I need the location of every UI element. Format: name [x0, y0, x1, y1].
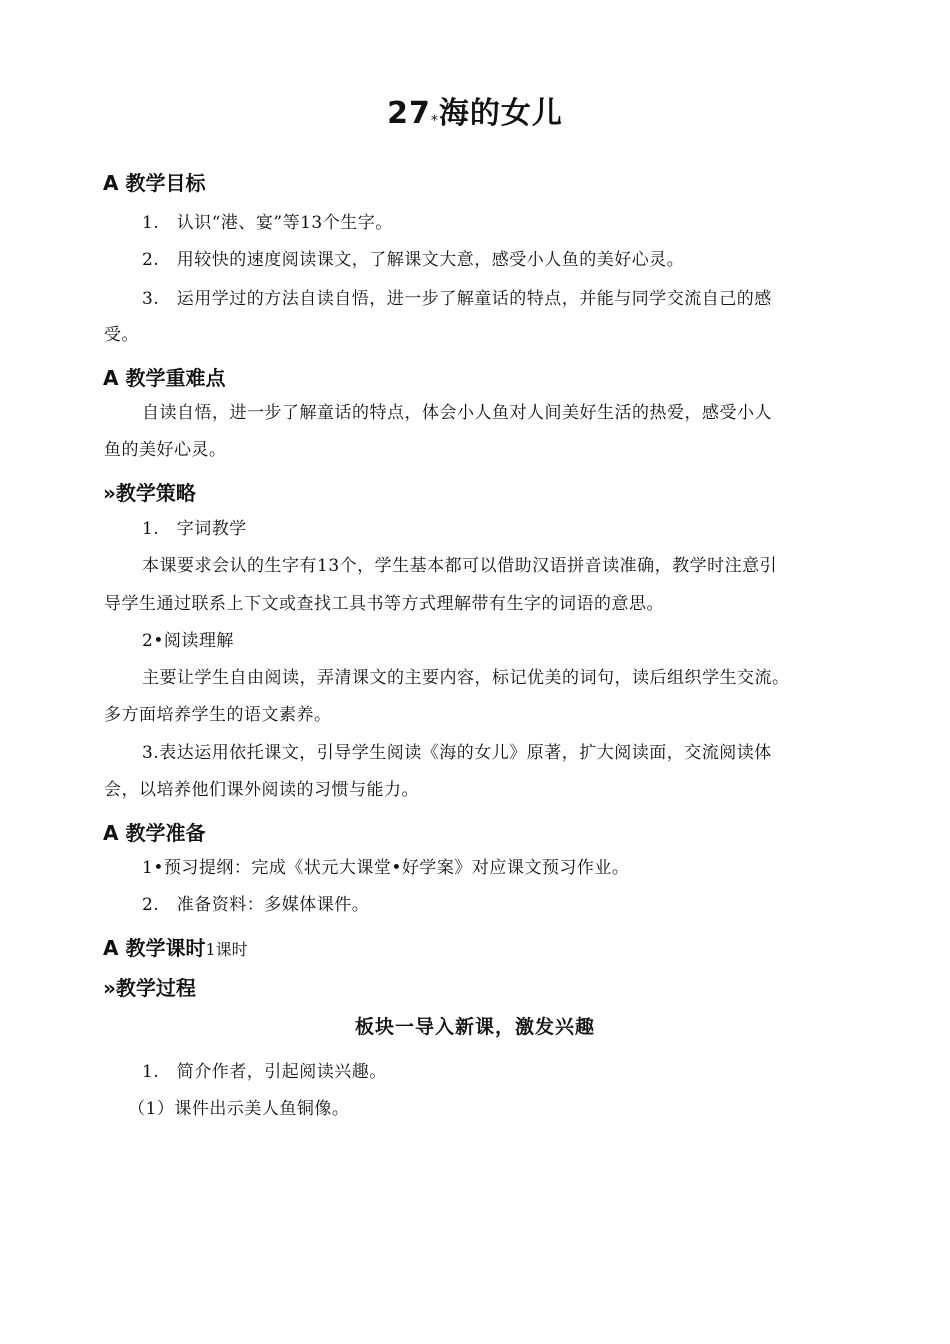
- process-item-1-sub-1: （1）课件出示美人鱼铜像。: [128, 1099, 350, 1119]
- strategy-1-title: 1. 字词教学: [142, 519, 247, 539]
- process-item-1: 1. 简介作者，引起阅读兴趣。: [142, 1062, 387, 1082]
- strategy-2-line-2: 多方面培养学生的语文素养。: [104, 705, 332, 725]
- title-text: 海的女儿: [438, 96, 563, 131]
- strategy-1-line-1: 本课要求会认的生字有13个，学生基本都可以借助汉语拼音读准确，教学时注意引: [142, 556, 778, 576]
- heading-process: »教学过程: [103, 976, 196, 1000]
- key-points-line-2: 鱼的美好心灵。: [104, 440, 227, 460]
- heading-strategy: »教学策略: [103, 481, 196, 505]
- strategy-2-line-1: 主要让学生自由阅读，弄清课文的主要内容，标记优美的词句，读后组织学生交流。: [142, 668, 790, 688]
- goal-item-3-line-2: 受。: [104, 325, 139, 345]
- goal-item-3-line-1: 3. 运用学过的方法自读自悟，进一步了解童话的特点，并能与同学交流自己的感: [142, 289, 772, 309]
- strategy-3-line-2: 会，以培养他们课外阅读的习惯与能力。: [104, 780, 419, 800]
- page-title: [0, 88, 950, 132]
- class-hours-label: A 教学课时: [103, 936, 206, 960]
- heading-preparation: A 教学准备: [103, 821, 206, 845]
- class-hours-value: 1课时: [205, 940, 248, 959]
- prep-item-1: 1•预习提纲：完成《状元大课堂•好学案》对应课文预习作业。: [142, 858, 630, 878]
- goal-item-1: 1. 认识“港、宴”等13个生字。: [142, 213, 393, 233]
- key-points-line-1: 自读自悟，进一步了解童话的特点，体会小人鱼对人间美好生活的热爱，感受小人: [142, 403, 772, 423]
- goal-item-2: 2. 用较快的速度阅读课文，了解课文大意，感受小人鱼的美好心灵。: [142, 250, 685, 270]
- prep-item-2: 2. 准备资料：多媒体课件。: [142, 895, 370, 915]
- strategy-1-line-2: 导学生通过联系上下文或查找工具书等方式理解带有生字的词语的意思。: [104, 594, 664, 614]
- heading-key-points: A 教学重难点: [103, 366, 226, 390]
- title-star: *: [430, 113, 439, 129]
- heading-teaching-goals: A 教学目标: [103, 171, 206, 195]
- heading-class-hours: [103, 932, 248, 961]
- strategy-3-line-1: 3.表达运用依托课文，引导学生阅读《海的女儿》原著，扩大阅读面，交流阅读体: [142, 743, 772, 763]
- block-1-title: 板块一导入新课，激发兴趣: [354, 1016, 595, 1038]
- title-number: 27: [387, 96, 431, 131]
- strategy-2-title: 2•阅读理解: [142, 631, 234, 651]
